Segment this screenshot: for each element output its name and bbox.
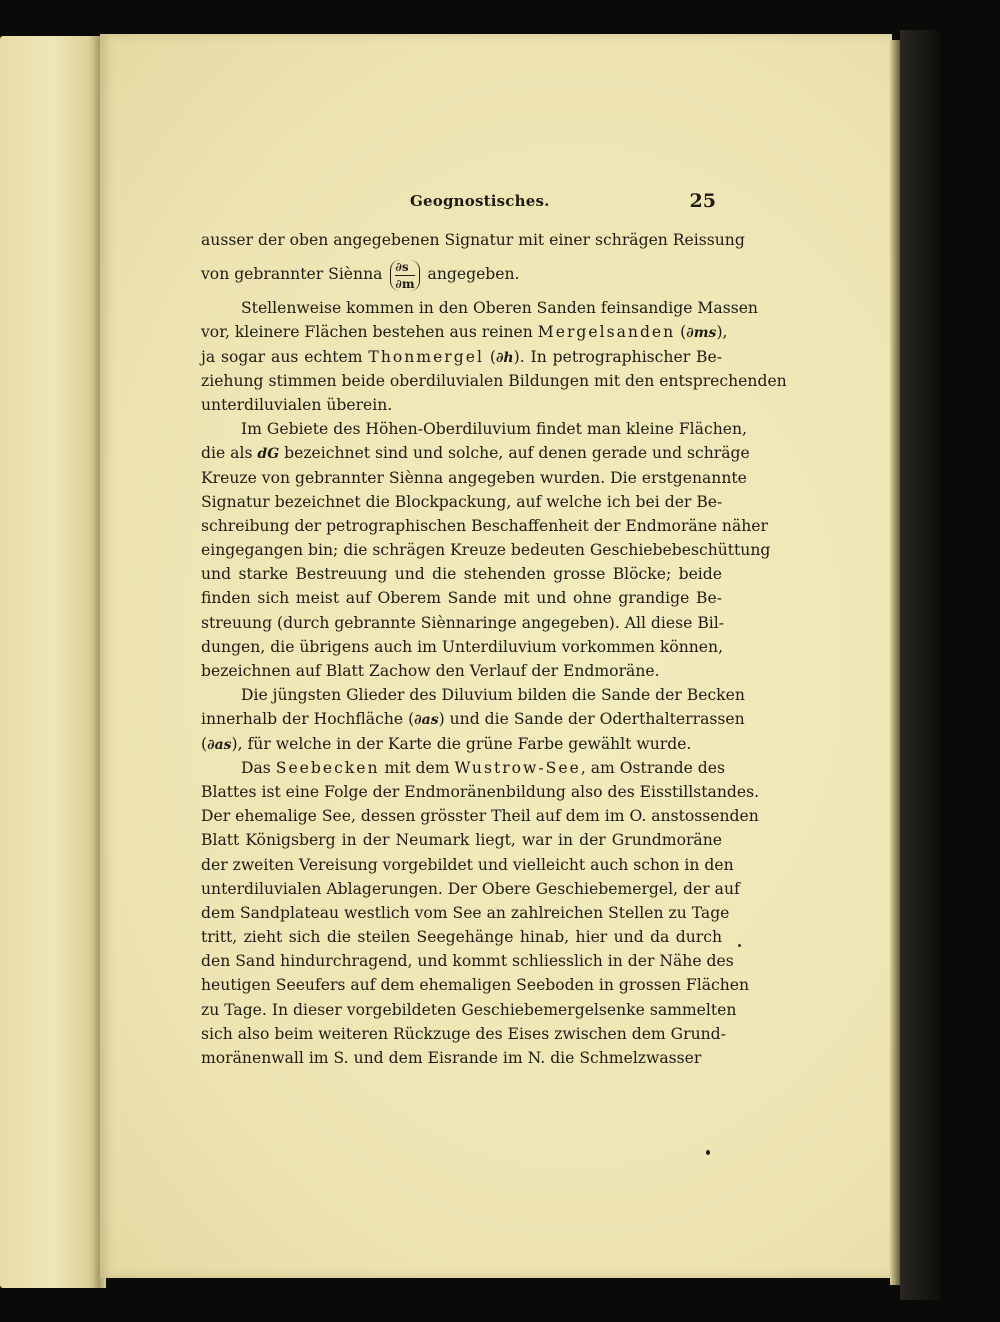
text-line: Stellenweise kommen in den Oberen Sanden feinsandige Massen: [241, 299, 758, 318]
line-text: , am Ostrande des: [580, 758, 725, 777]
line-text: vor, kleinere Flächen bestehen aus reinen: [201, 323, 538, 342]
text-line: unterdiluvialen überein.: [201, 395, 393, 414]
line-text: ). In petrographischer Be-: [513, 347, 722, 366]
text-line: ausser der oben angegebenen Signatur mit einer schrägen Reissung: [201, 231, 745, 249]
text-line: Der ehemalige See, dessen grösster Theil auf dem im O. anstossenden: [201, 807, 759, 826]
map-symbol: ∂as: [414, 712, 439, 729]
fraction-denominator: ∂m: [395, 276, 415, 291]
line-text: (: [201, 734, 208, 753]
text-line: den Sand hindurchragend, und kommt schliesslich in der Nähe des: [201, 952, 734, 971]
text-line: [201, 252, 722, 296]
text-line: Die jüngsten Glieder des Diluvium bilden die Sande der Becken: [241, 686, 745, 705]
map-symbol: dG: [257, 446, 280, 463]
line-text: bezeichnet sind und solche, auf denen gerade und schräge: [279, 444, 750, 463]
fraction-symbol: [390, 260, 419, 291]
text-line: [201, 320, 728, 344]
text-line: Blattes ist eine Folge der Endmoränenbildung also des Eisstillstandes.: [201, 782, 760, 801]
text-line: [201, 756, 725, 780]
text-line: Signatur bezeichnet die Blockpackung, auf welche ich bei der Be-: [201, 492, 723, 511]
line-text: (: [483, 347, 496, 366]
text-line: der zweiten Vereisung vorgebildet und vielleicht auch schon in den: [201, 855, 734, 874]
line-text: mit dem: [379, 758, 455, 777]
book-cover: [900, 30, 940, 1300]
text-line: bezeichnen auf Blatt Zachow den Verlauf der Endmoräne.: [201, 662, 660, 680]
text-line: finden sich meist auf Oberem Sande mit und ohne grandige Be-: [201, 589, 722, 608]
text-line: dem Sandplateau westlich vom See an zahlreichen Stellen zu Tage: [201, 903, 730, 922]
ink-dot: [706, 1150, 710, 1155]
line-text: ja sogar aus echtem: [201, 347, 369, 366]
emphasized-term: Thonmergel: [368, 347, 484, 366]
line-text: von gebrannter Siènna: [201, 265, 383, 284]
line-text: (: [675, 323, 687, 342]
emphasized-term: Seebecken: [275, 758, 380, 777]
text-line: und starke Bestreuung und die stehenden grosse Blöcke; beide: [201, 565, 722, 584]
text-line: eingegangen bin; die schrägen Kreuze bedeuten Geschiebebeschüttung: [201, 541, 771, 560]
line-text: ) und die Sande der Oderthalterrassen: [438, 710, 745, 729]
line-text: innerhalb der Hochfläche (: [201, 710, 415, 729]
paragraph: [201, 756, 760, 1070]
page-number: 25: [689, 190, 716, 212]
text-line: [201, 441, 750, 465]
map-symbol: ∂h: [495, 349, 514, 366]
body-text: [201, 228, 787, 1070]
line-text: angegeben.: [427, 265, 520, 284]
text-line: [201, 345, 722, 369]
paragraph: [201, 683, 745, 756]
left-page-edge: [0, 36, 98, 1288]
paragraph: [201, 296, 787, 417]
text-line: Im Gebiete des Höhen-Oberdiluvium findet man kleine Flächen,: [241, 420, 747, 439]
paragraph: [201, 417, 771, 683]
text-line: zu Tage. In dieser vorgebildeten Geschiebemergelsenke sammelten: [201, 1000, 737, 1019]
line-text: ),: [716, 323, 728, 342]
text-line: Kreuze von gebrannter Siènna angegeben wurden. Die erstgenannte: [201, 468, 747, 487]
emphasized-term: Mergelsanden: [537, 323, 676, 342]
text-line: dungen, die übrigens auch im Unterdiluvium vorkommen können,: [201, 637, 724, 656]
map-symbol: ∂as: [207, 736, 232, 753]
text-line: schreibung der petrographischen Beschaffenheit der Endmoräne näher: [201, 516, 768, 535]
margin-mark: [738, 944, 741, 947]
text-line: ziehung stimmen beide oberdiluvialen Bildungen mit den entsprechenden: [201, 371, 787, 390]
text-line: tritt, zieht sich die steilen Seegehänge hinab, hier und da durch: [201, 928, 722, 947]
text-line: sich also beim weiteren Rückzuge des Eises zwischen dem Grund-: [201, 1024, 726, 1043]
line-text: Das: [241, 758, 276, 777]
text-line: Blatt Königsberg in der Neumark liegt, war in der Grundmoräne: [201, 831, 722, 850]
text-line: [201, 732, 722, 756]
text-line: streuung (durch gebrannte Siènnaringe angegeben). All diese Bil-: [201, 613, 725, 632]
text-line: heutigen Seeufers auf dem ehemaligen Seeboden in grossen Flächen: [201, 976, 750, 995]
emphasized-term: Wustrow-See: [454, 758, 581, 777]
fraction-numerator: ∂s: [395, 260, 414, 276]
map-symbol: ∂ms: [686, 325, 717, 342]
page-header: [200, 190, 720, 214]
text-line: [201, 707, 745, 731]
line-text: ), für welche in der Karte die grüne Farbe gewählt wurde.: [231, 734, 692, 753]
line-text: die als: [201, 444, 258, 463]
text-line: unterdiluvialen Ablagerungen. Der Obere Geschiebemergel, der auf: [201, 879, 740, 898]
paragraph: [201, 228, 745, 296]
text-line: moränenwall im S. und dem Eisrande im N. die Schmelzwasser: [201, 1049, 702, 1067]
running-head: Geognostisches.: [410, 192, 550, 210]
